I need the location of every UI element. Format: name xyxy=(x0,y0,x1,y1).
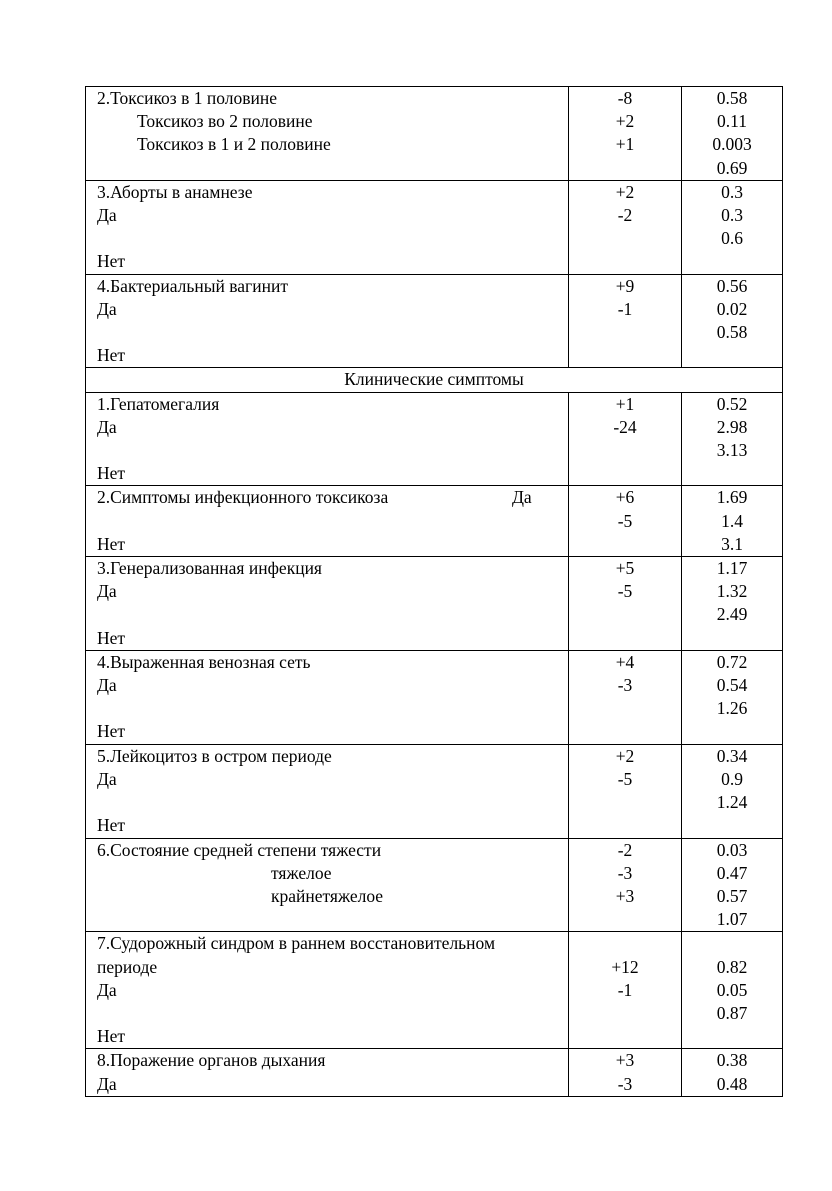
table-row xyxy=(86,744,783,838)
info-value: 0.38 xyxy=(716,1050,748,1071)
score-value: +6 xyxy=(615,487,635,508)
indicator-option: крайнетяжелое xyxy=(271,885,384,906)
score-value: +3 xyxy=(615,1050,635,1071)
info-value: 2.98 xyxy=(716,416,748,437)
info-value: 0.003 xyxy=(712,134,752,155)
indicator-cell xyxy=(86,392,569,486)
table-row xyxy=(86,392,783,486)
table-row xyxy=(86,932,783,1049)
indicator-option: Нет xyxy=(97,533,126,554)
info-cell xyxy=(682,180,783,274)
score-value: +2 xyxy=(615,745,635,766)
section-header: Клинические симптомы xyxy=(86,368,783,392)
info-value: 2.49 xyxy=(716,604,748,625)
indicator-option: Да xyxy=(97,205,117,226)
indicator-option: Нет xyxy=(97,815,126,836)
score-value: +5 xyxy=(615,558,635,579)
table-row xyxy=(86,1049,783,1096)
indicator-option xyxy=(97,697,568,720)
indicator-option: Да xyxy=(97,768,117,789)
indicator-cell xyxy=(86,557,569,651)
info-value: 0.47 xyxy=(716,862,748,883)
indicator-option xyxy=(97,510,568,533)
indicator-option: Да xyxy=(512,487,532,508)
indicator-option xyxy=(97,908,568,931)
info-value: 0.87 xyxy=(716,1002,748,1023)
score-cell xyxy=(569,274,682,368)
info-cell xyxy=(682,274,783,368)
score-value: -3 xyxy=(617,862,633,883)
indicator-option: Да xyxy=(97,675,117,696)
indicator-title: 4.Выраженная венозная сеть xyxy=(97,651,311,672)
indicator-title: 4.Бактериальный вагинит xyxy=(97,275,288,296)
indicator-option: Да xyxy=(97,1073,117,1094)
section-header-row xyxy=(86,368,783,392)
indicator-option: Да xyxy=(97,298,117,319)
info-value: 1.07 xyxy=(716,909,748,930)
info-value: 0.11 xyxy=(717,111,747,132)
info-cell xyxy=(682,392,783,486)
info-value: 1.26 xyxy=(716,698,748,719)
indicators-table xyxy=(85,86,783,1097)
score-value xyxy=(569,157,681,180)
indicator-title: 7.Судорожный синдром в раннем восстановительном xyxy=(97,933,496,954)
score-cell xyxy=(569,486,682,557)
score-value: +4 xyxy=(615,651,635,672)
indicator-option xyxy=(97,791,568,814)
indicator-option xyxy=(97,1002,568,1025)
table-row xyxy=(86,87,783,181)
info-value: 1.17 xyxy=(716,558,748,579)
score-value: -3 xyxy=(617,1073,633,1094)
info-value: 0.57 xyxy=(716,885,748,906)
indicator-option: тяжелое xyxy=(271,862,332,883)
indicator-title: 3.Генерализованная инфекция xyxy=(97,558,322,579)
score-value: +9 xyxy=(615,275,635,296)
info-value: 0.72 xyxy=(716,651,748,672)
table-row xyxy=(86,486,783,557)
indicator-option: Да xyxy=(97,416,117,437)
score-value: -5 xyxy=(617,510,633,531)
info-value: 1.4 xyxy=(721,510,743,531)
info-value: 1.69 xyxy=(716,487,748,508)
info-value: 1.32 xyxy=(716,581,748,602)
table-row xyxy=(86,838,783,932)
score-value: -1 xyxy=(617,979,633,1000)
score-cell xyxy=(569,557,682,651)
info-value: 0.58 xyxy=(716,88,748,108)
indicator-option xyxy=(97,227,568,250)
indicator-option: Да xyxy=(97,979,117,1000)
score-cell xyxy=(569,87,682,181)
indicator-cell xyxy=(86,274,569,368)
score-value: -2 xyxy=(617,205,633,226)
score-cell xyxy=(569,1049,682,1096)
table-row xyxy=(86,557,783,651)
score-cell xyxy=(569,180,682,274)
indicator-option: Нет xyxy=(97,1026,126,1047)
info-value: 0.3 xyxy=(721,205,743,226)
score-value: +12 xyxy=(611,956,639,977)
indicator-option: Нет xyxy=(97,463,126,484)
info-value: 0.56 xyxy=(716,275,748,296)
indicator-title: 3.Аборты в анамнезе xyxy=(97,181,253,202)
score-value: -2 xyxy=(617,839,633,860)
score-value xyxy=(569,932,681,955)
info-value: 0.82 xyxy=(716,956,748,977)
info-value: 0.48 xyxy=(716,1073,748,1094)
score-value: +1 xyxy=(615,393,635,414)
info-cell xyxy=(682,744,783,838)
score-value: +3 xyxy=(615,885,635,906)
info-value: 0.05 xyxy=(716,979,748,1000)
indicator-cell xyxy=(86,838,569,932)
indicator-option xyxy=(97,603,568,626)
score-cell xyxy=(569,744,682,838)
indicator-cell xyxy=(86,932,569,1049)
info-value: 0.9 xyxy=(721,768,743,789)
score-cell xyxy=(569,932,682,1049)
indicator-option: Нет xyxy=(97,721,126,742)
indicator-cell xyxy=(86,180,569,274)
indicator-cell xyxy=(86,744,569,838)
score-value: -3 xyxy=(617,675,633,696)
indicator-title: 8.Поражение органов дыхания xyxy=(97,1050,326,1071)
score-value: +2 xyxy=(615,181,635,202)
indicator-title: 2.Симптомы инфекционного токсикоза xyxy=(97,487,389,508)
info-value xyxy=(682,932,782,955)
indicator-option: Нет xyxy=(97,627,126,648)
table-row xyxy=(86,274,783,368)
indicator-title: 5.Лейкоцитоз в остром периоде xyxy=(97,745,332,766)
indicator-title: 6.Состояние средней степени тяжести xyxy=(97,839,382,860)
info-value: 1.24 xyxy=(716,792,748,813)
indicator-title: 2.Токсикоз в 1 половине xyxy=(97,88,277,108)
info-cell xyxy=(682,486,783,557)
indicator-title: 1.Гепатомегалия xyxy=(97,393,220,414)
table-row xyxy=(86,180,783,274)
score-value: -8 xyxy=(617,88,633,108)
indicator-title-line xyxy=(97,486,568,509)
indicator-cell xyxy=(86,486,569,557)
info-value: 3.1 xyxy=(721,533,743,554)
info-cell xyxy=(682,87,783,181)
info-value: 0.3 xyxy=(721,181,743,202)
indicator-cell xyxy=(86,87,569,181)
info-value: 0.03 xyxy=(716,839,748,860)
score-value: +1 xyxy=(615,134,635,155)
indicator-cell xyxy=(86,1049,569,1096)
score-value: -5 xyxy=(617,768,633,789)
indicator-cell xyxy=(86,650,569,744)
info-cell xyxy=(682,932,783,1049)
score-cell xyxy=(569,838,682,932)
info-cell xyxy=(682,557,783,651)
score-cell xyxy=(569,392,682,486)
indicator-option: Да xyxy=(97,581,117,602)
indicator-option: Токсикоз в 1 и 2 половине xyxy=(137,134,331,155)
score-value: -24 xyxy=(613,416,637,437)
info-cell xyxy=(682,650,783,744)
indicator-option xyxy=(97,321,568,344)
info-value: 0.69 xyxy=(716,157,748,178)
info-value: 0.52 xyxy=(716,393,748,414)
indicator-option: Нет xyxy=(97,251,126,272)
info-value: 0.6 xyxy=(721,228,743,249)
info-cell xyxy=(682,1049,783,1096)
indicator-title-cont: периоде xyxy=(97,956,158,977)
indicator-option: Токсикоз во 2 половине xyxy=(137,111,313,132)
score-cell xyxy=(569,650,682,744)
score-value: +2 xyxy=(615,111,635,132)
indicator-option: Нет xyxy=(97,345,126,366)
info-value: 0.02 xyxy=(716,298,748,319)
info-value: 0.58 xyxy=(716,322,748,343)
table-row xyxy=(86,650,783,744)
score-value: -5 xyxy=(617,581,633,602)
indicator-option xyxy=(97,439,568,462)
score-value: -1 xyxy=(617,298,633,319)
info-cell xyxy=(682,838,783,932)
info-value: 0.34 xyxy=(716,745,748,766)
info-value: 0.54 xyxy=(716,675,748,696)
info-value: 3.13 xyxy=(716,440,748,461)
